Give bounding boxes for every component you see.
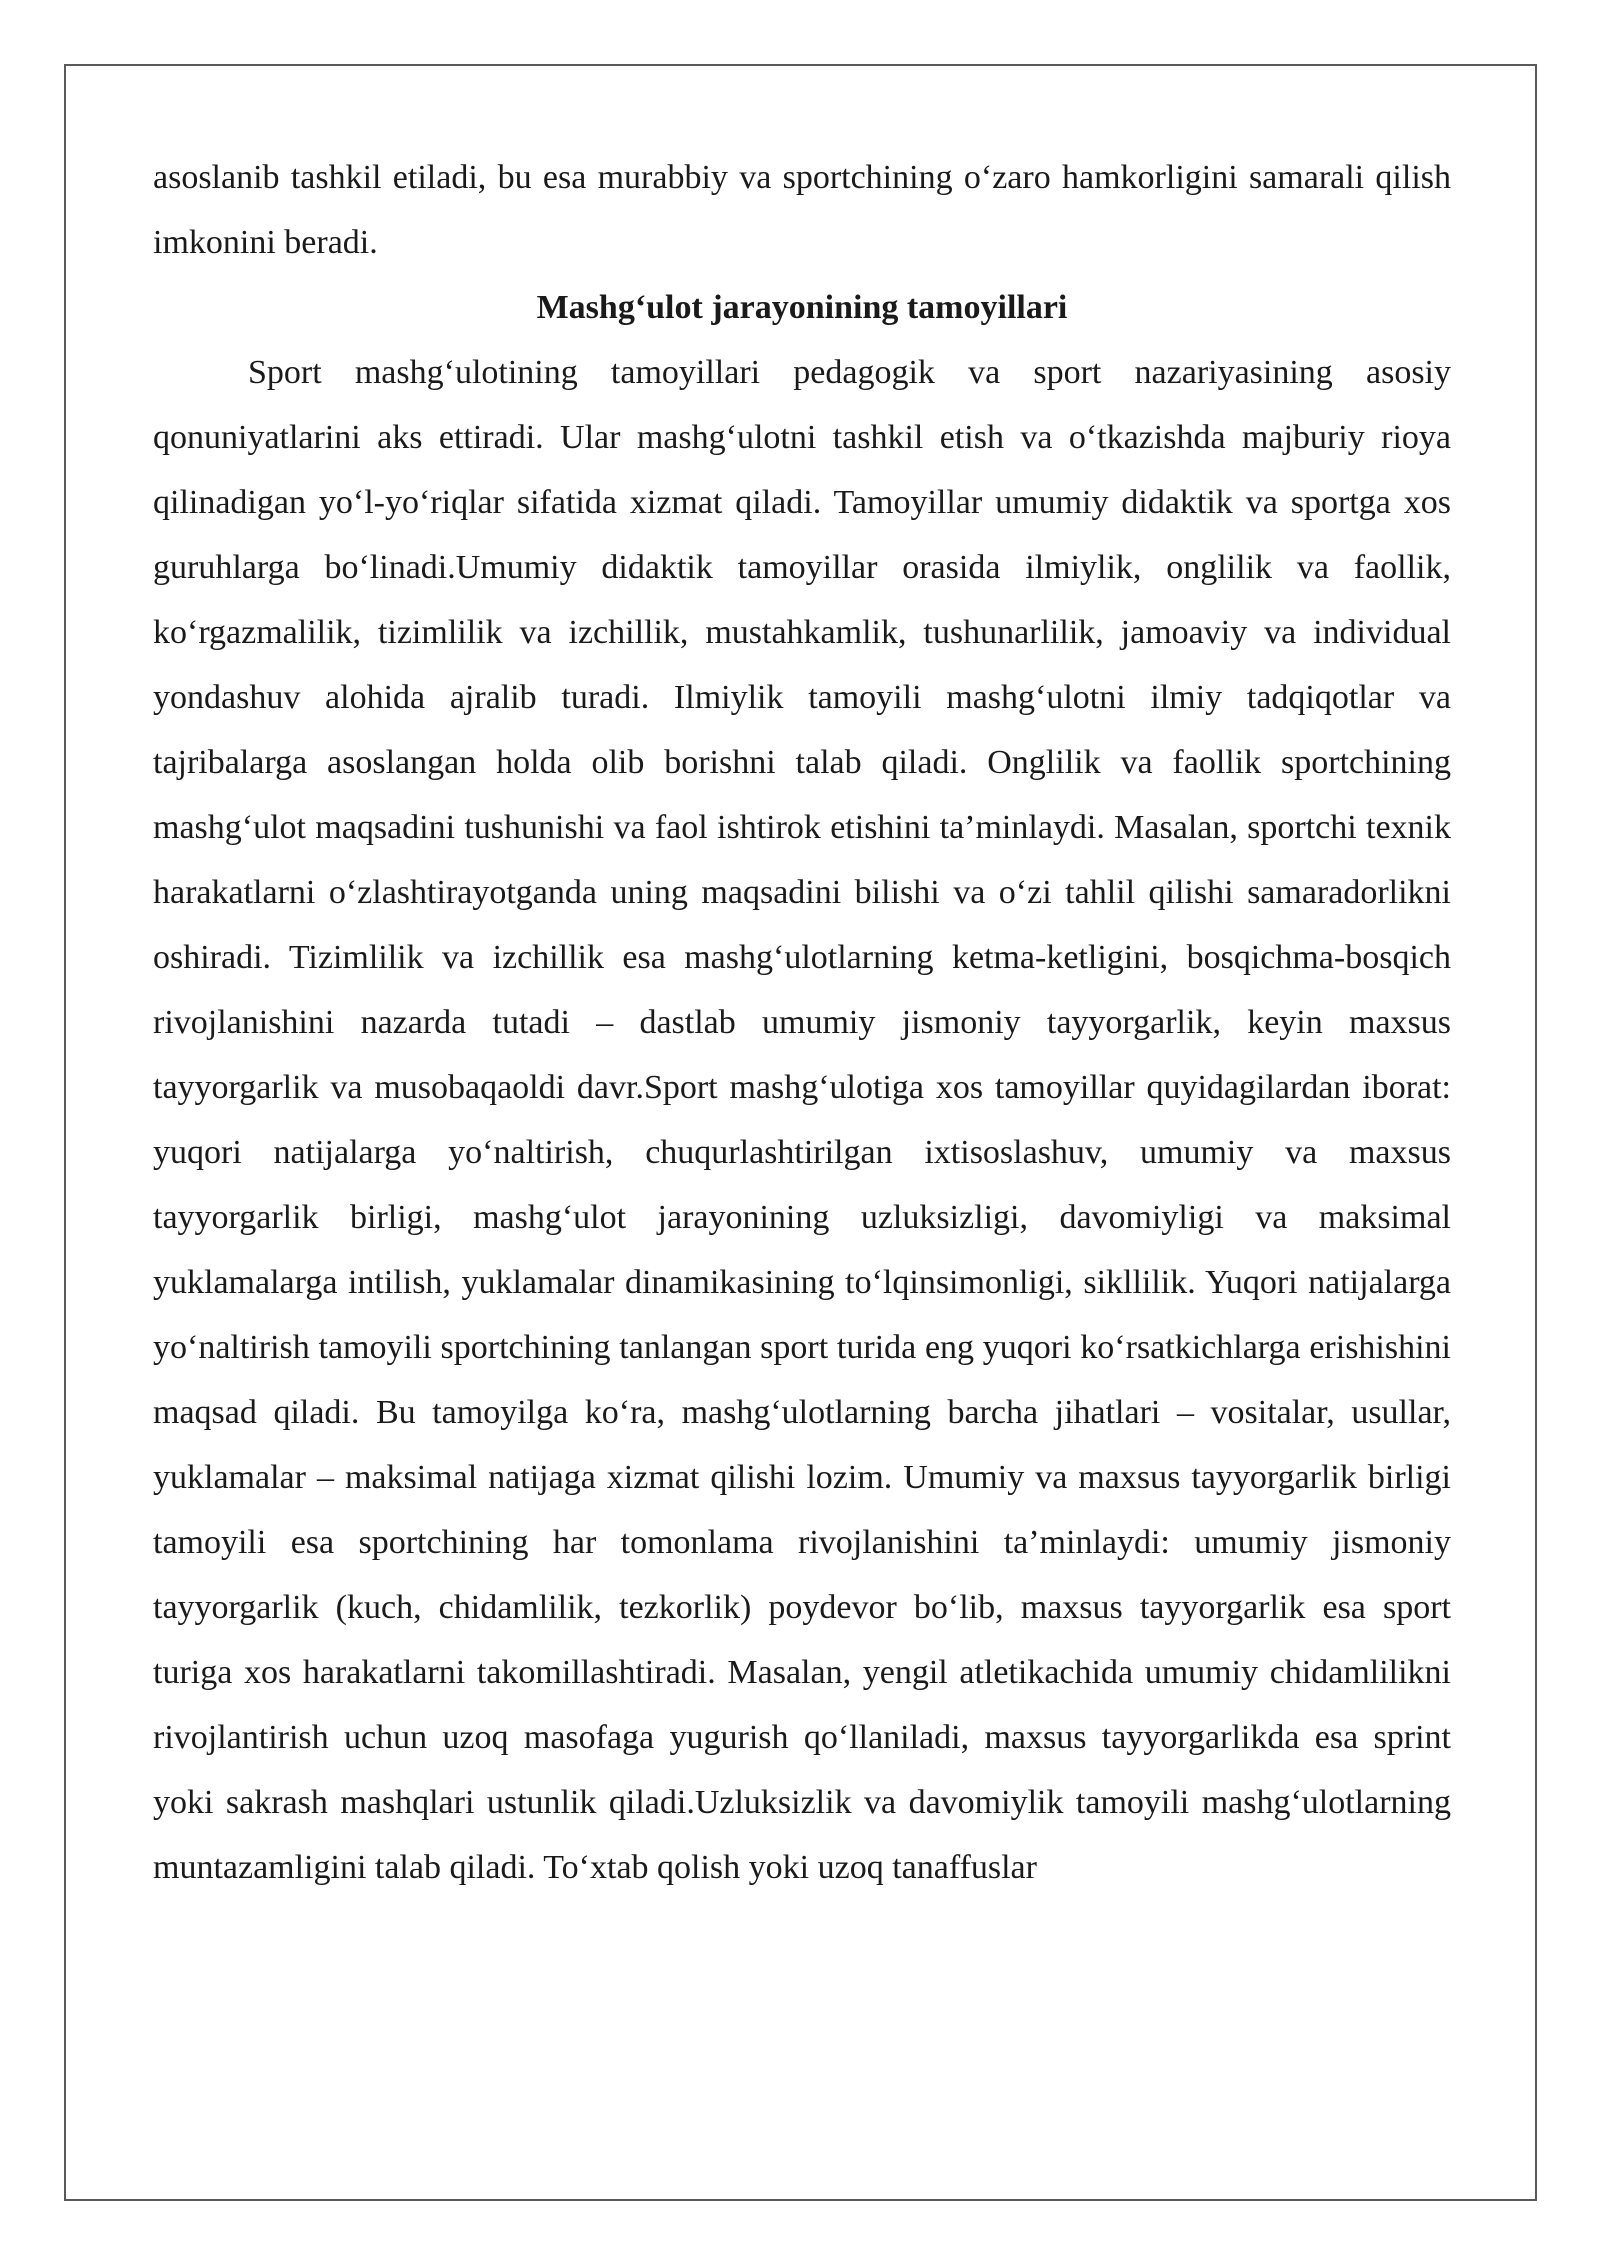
section-heading: Mashg‘ulot jarayonining tamoyillari <box>536 289 1068 326</box>
body-paragraph: Sport mashg‘ulotining tamoyillari pedagogik va sport nazariyasining asosiy qonuniyatlarini aks ettiradi. Ular mashg‘ulotni tashkil etish va o‘tkazishda majburiy rioya qilinadigan yo‘l-yo‘riqlar sifatida xizmat qiladi. Tamoyillar umumiy didaktik va sportga xos guruhlarga bo‘linadi.Umumiy didaktik tamoyillar orasida ilmiylik, onglilik va faollik, ko‘rgazmalilik, tizimlilik va izchillik, mustahkamlik, tushunarlilik, jamoaviy va individual yondashuv alohida ajralib turadi. Ilmiylik tamoyili mashg‘ulotni ilmiy tadqiqotlar va tajribalarga asoslangan holda olib borishni talab qiladi. Onglilik va faollik sportchining mashg‘ulot maqsadini tushunishi va faol ishtirok etishini ta’minlaydi. Masalan, sportchi texnik harakatlarni o‘zlashtirayotganda uning maqsadini bilishi va o‘zi tahlil qilishi samaradorlikni oshiradi. Tizimlilik va izchillik esa mashg‘ulotlarning ketma-ketligini, bosqichma-bosqich rivojlanishini nazarda tutadi – dastlab umumiy jismoniy tayyorgarlik, keyin maxsus tayyorgarlik va musobaqaoldi davr.Sport mashg‘ulotiga xos tamoyillar quyidagilardan iborat: yuqori natijalarga yo‘naltirish, chuqurlashtirilgan ixtisoslashuv, umumiy va maxsus tayyorgarlik birligi, mashg‘ulot jarayonining uzluksizligi, davomiyligi va maksimal yuklamalarga intilish, yuklamalar dinamikasining to‘lqinsimonligi, sikllilik. Yuqori natijalarga yo‘naltirish tamoyili sportchining tanlangan sport turida eng yuqori ko‘rsatkichlarga erishishini maqsad qiladi. Bu tamoyilga ko‘ra, mashg‘ulotlarning barcha jihatlari – vositalar, usullar, yuklamalar – maksimal natijaga xizmat qilishi lozim. Umumiy va maxsus tayyorgarlik birligi tamoyili esa sportchining har tomonlama rivojlanishini ta’minlaydi: umumiy jismoniy tayyorgarlik (kuch, chidamlilik, tezkorlik) poydevor bo‘lib, maxsus tayyorgarlik esa sport turiga xos harakatlarni takomillashtiradi. Masalan, yengil atletikachida umumiy chidamlilikni rivojlantirish uchun uzoq masofaga yugurish qo‘llaniladi, maxsus tayyorgarlikda esa sprint yoki sakrash mashqlari ustunlik qiladi.Uzluksizlik va davomiylik tamoyili mashg‘ulotlarning muntazamligini talab qiladi. To‘xtab qolish yoki uzoq tanaffuslar <box>153 354 1451 1886</box>
document-body <box>153 145 1451 1900</box>
continuation-paragraph: asoslanib tashkil etiladi, bu esa murabbiy va sportchining o‘zaro hamkorligini samarali qilish imkonini beradi. <box>153 159 1451 261</box>
